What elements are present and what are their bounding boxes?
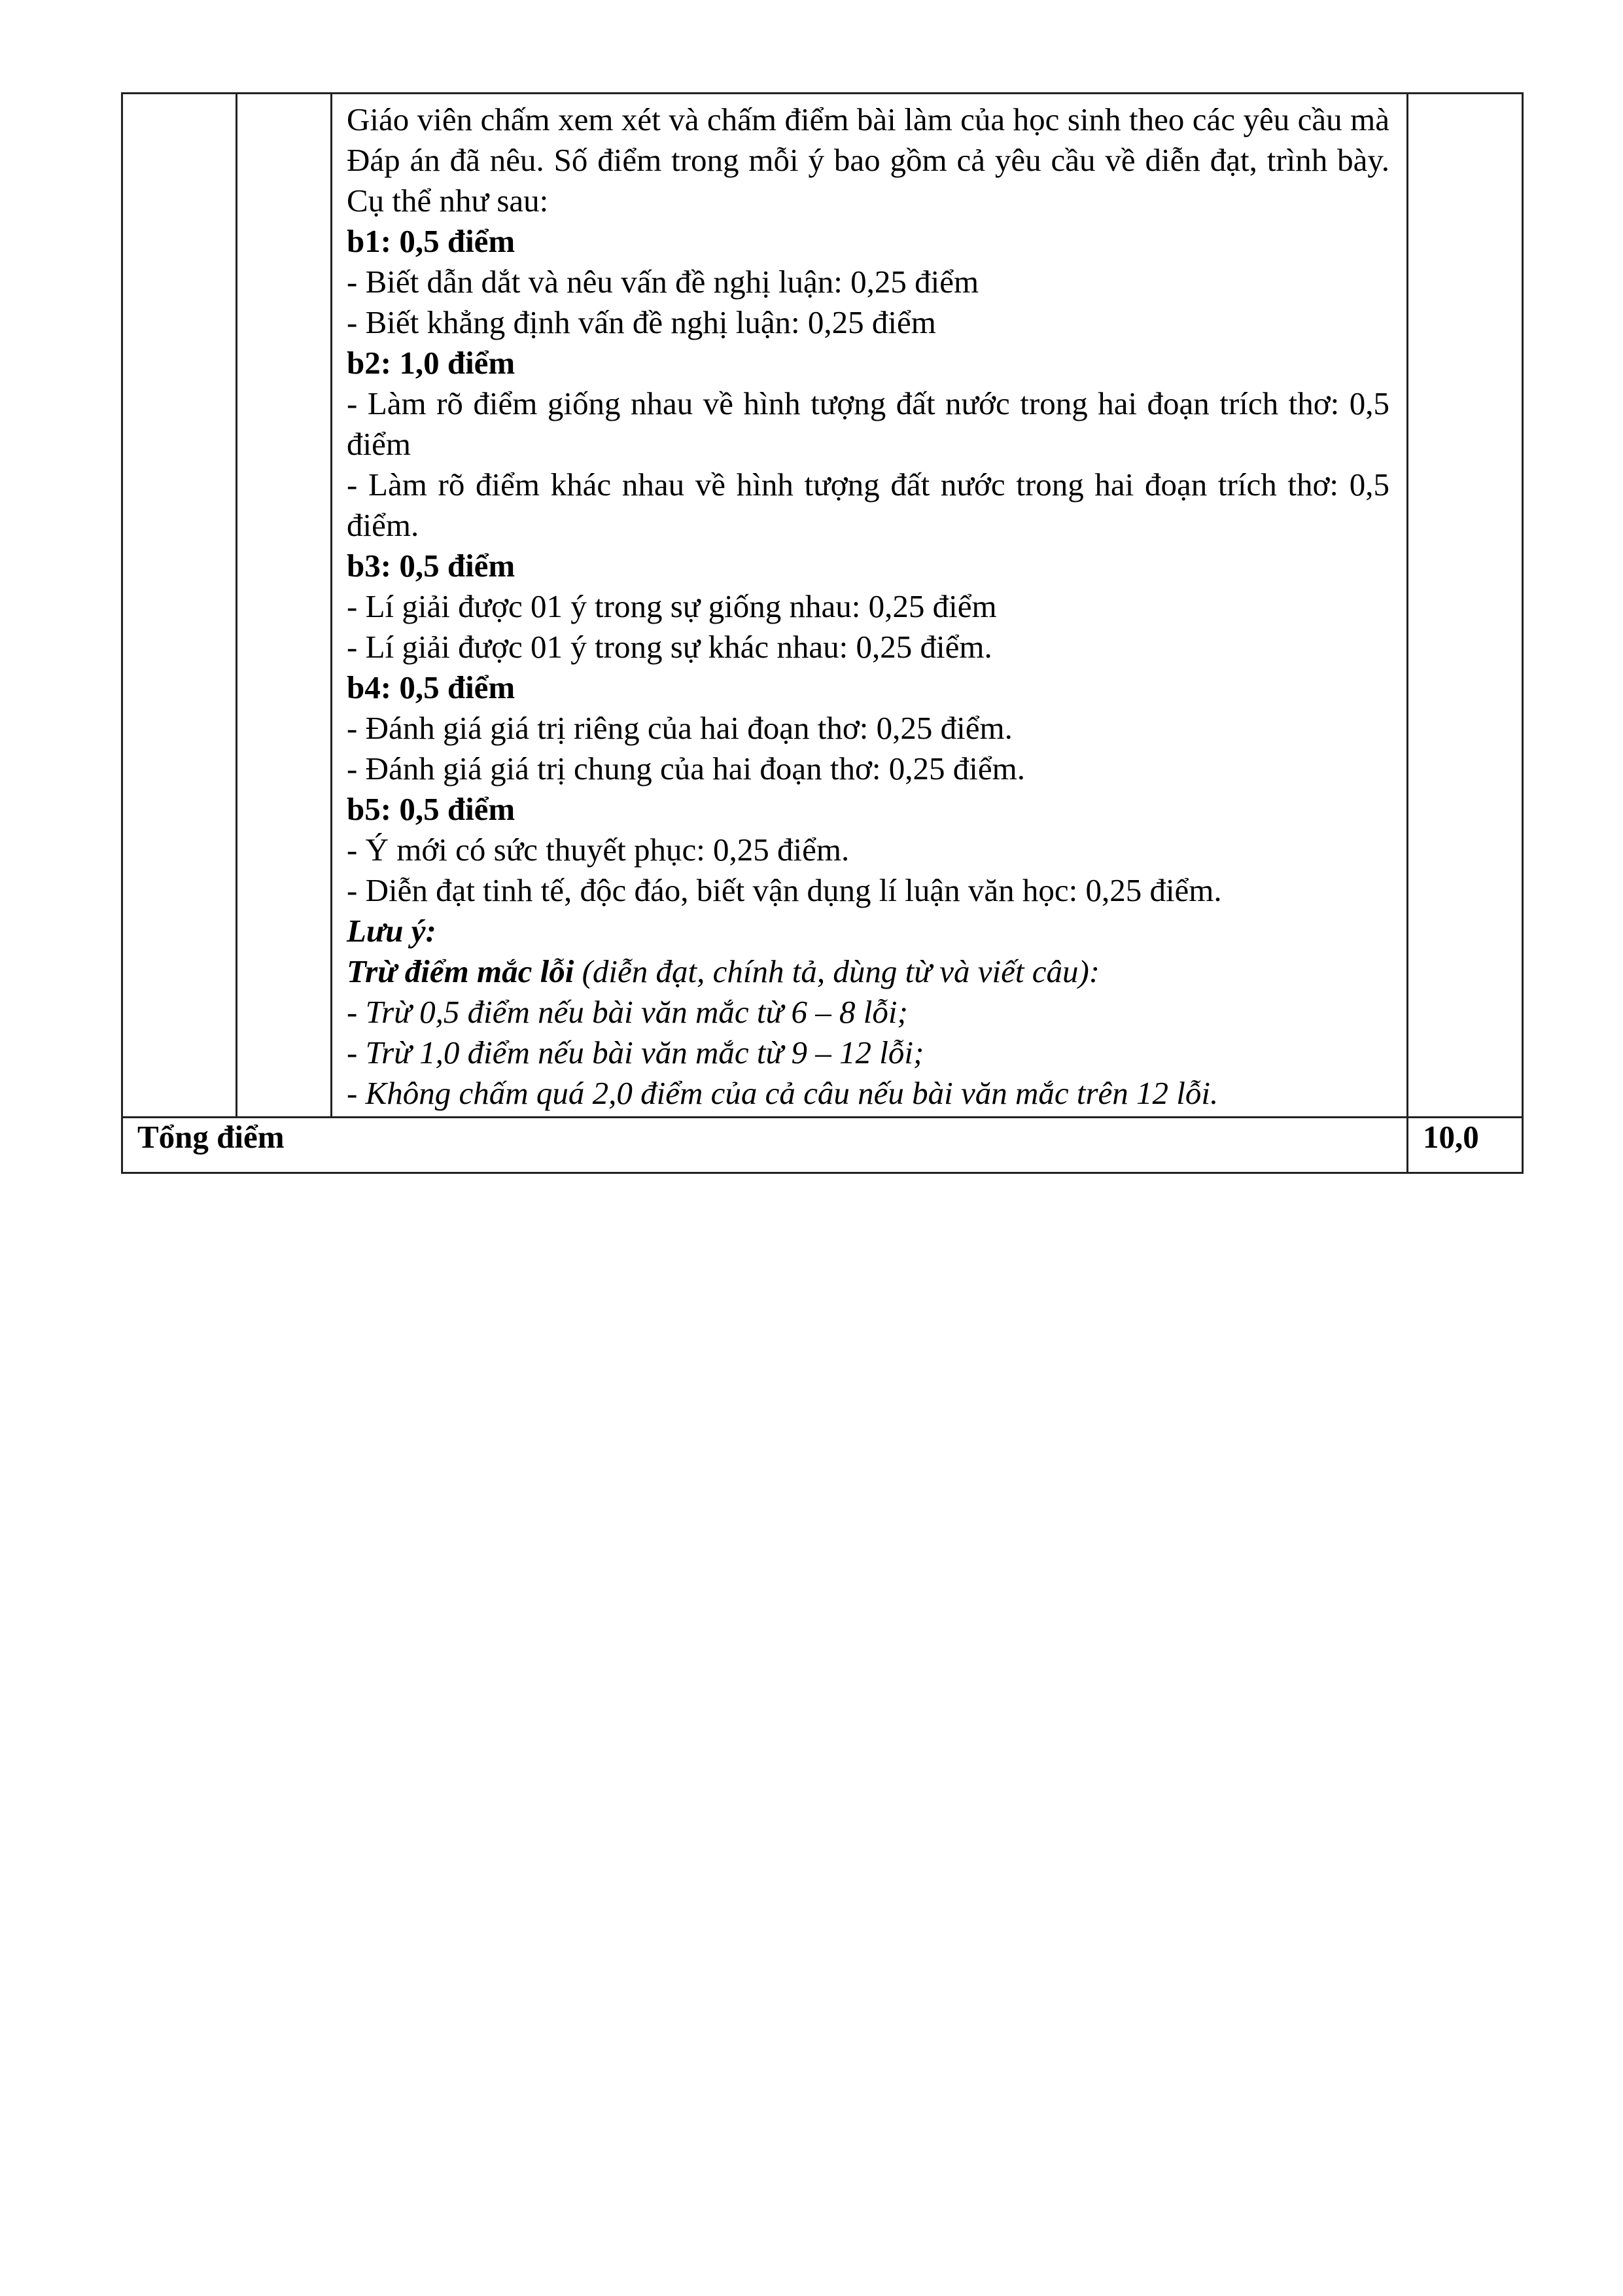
section-item: - Đánh giá giá trị riêng của hai đoạn thơ: 0,25 điểm.: [347, 710, 1013, 746]
section-heading: b5: 0,5 điểm: [347, 791, 515, 827]
total-score: 10,0: [1408, 1118, 1523, 1173]
deduction-rule: - Trừ 0,5 điểm nếu bài văn mắc từ 6 – 8 lỗi;: [347, 994, 908, 1030]
intro-text: Giáo viên chấm xem xét và chấm điểm bài làm của học sinh theo các yêu cầu mà Đáp án đã nêu. Số điểm trong mỗi ý bao gồm cả yêu cầu về diễn đạt, trình bày. Cụ thể như sau:: [347, 101, 1389, 219]
part-cell: [237, 94, 332, 1118]
section-item: - Diễn đạt tinh tế, độc đáo, biết vận dụng lí luận văn học: 0,25 điểm.: [347, 872, 1222, 908]
section-heading: b2: 1,0 điểm: [347, 345, 515, 381]
section-item: - Lí giải được 01 ý trong sự khác nhau: 0,25 điểm.: [347, 629, 992, 665]
score-cell: [1408, 94, 1523, 1118]
total-label: Tổng điểm: [122, 1118, 1408, 1173]
grading-table: [121, 92, 1524, 1174]
section-heading: b4: 0,5 điểm: [347, 669, 515, 705]
section-b1: [347, 221, 1389, 343]
section-item: - Đánh giá giá trị chung của hai đoạn thơ: 0,25 điểm.: [347, 751, 1025, 786]
section-item: - Biết dẫn dắt và nêu vấn đề nghị luận: 0,25 điểm: [347, 264, 979, 300]
section-b3: [347, 546, 1389, 667]
section-item: - Làm rõ điểm khác nhau về hình tượng đất nước trong hai đoạn trích thơ: 0,5 điểm.: [347, 467, 1389, 543]
note-block: [347, 911, 1389, 1114]
section-b2: [347, 343, 1389, 546]
deduction-rule: - Không chấm quá 2,0 điểm của cả câu nếu bài văn mắc trên 12 lỗi.: [347, 1075, 1219, 1111]
deduction-title: Trừ điểm mắc lỗi: [347, 953, 574, 989]
section-b4: [347, 667, 1389, 789]
note-label: Lưu ý:: [347, 913, 436, 949]
section-item: - Làm rõ điểm giống nhau về hình tượng đất nước trong hai đoạn trích thơ: 0,5 điểm: [347, 385, 1389, 462]
deduction-rule: - Trừ 1,0 điểm nếu bài văn mắc từ 9 – 12 lỗi;: [347, 1034, 924, 1070]
section-heading: b1: 0,5 điểm: [347, 223, 515, 259]
criteria-row: [122, 94, 1523, 1118]
section-item: - Biết khẳng định vấn đề nghị luận: 0,25 điểm: [347, 304, 936, 340]
section-item: - Lí giải được 01 ý trong sự giống nhau: 0,25 điểm: [347, 588, 997, 624]
question-cell: [122, 94, 237, 1118]
deduction-line: [347, 951, 1389, 992]
total-row: [122, 1118, 1523, 1173]
content-cell: [332, 94, 1408, 1118]
section-heading: b3: 0,5 điểm: [347, 548, 515, 584]
section-b5: [347, 789, 1389, 911]
section-item: - Ý mới có sức thuyết phục: 0,25 điểm.: [347, 832, 850, 868]
deduction-detail: (diễn đạt, chính tả, dùng từ và viết câu):: [574, 953, 1100, 989]
